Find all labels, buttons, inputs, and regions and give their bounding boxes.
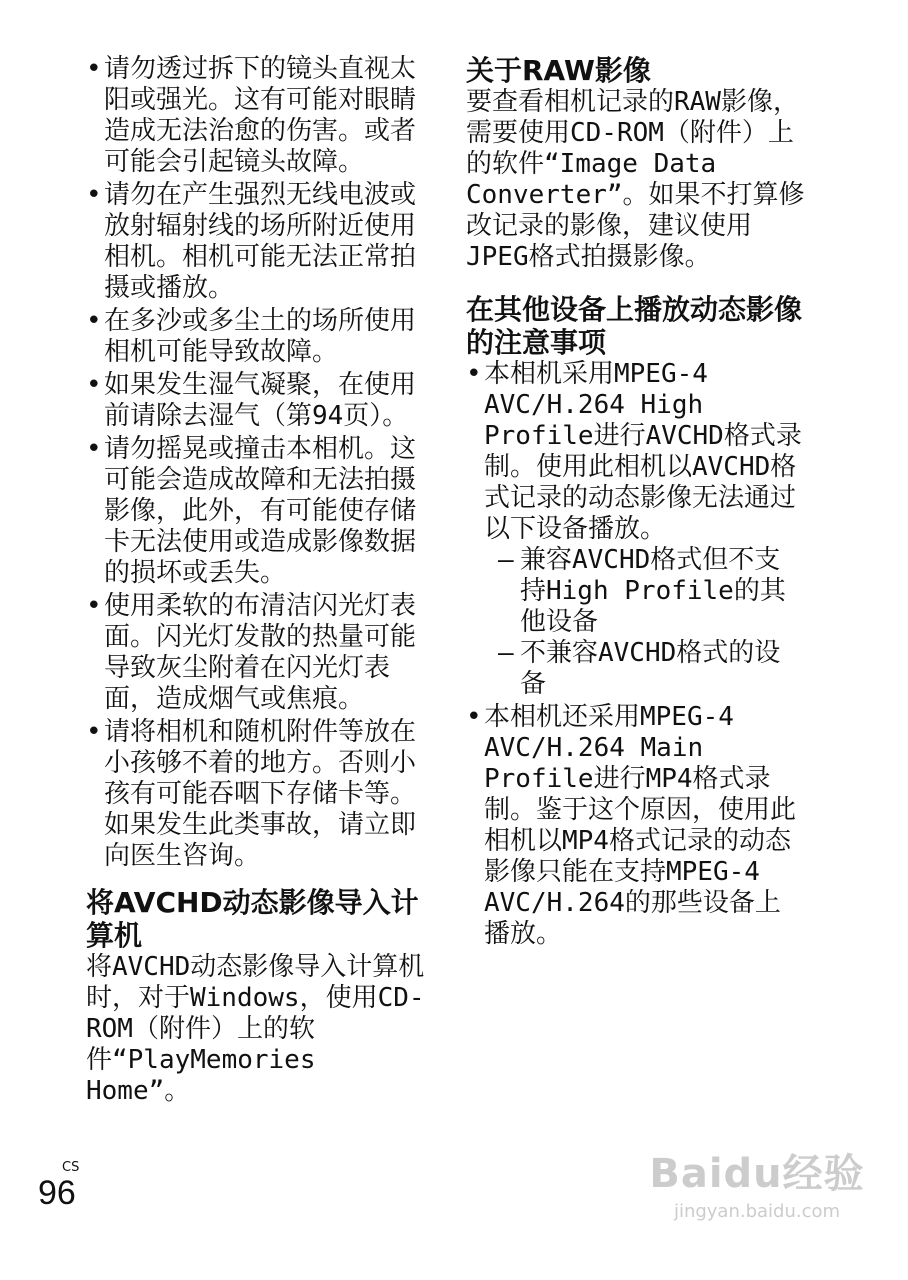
list-item: • 请勿在产生强烈无线电波或放射辐射线的场所附近使用相机。相机可能无法正常拍摄或播放。 (86, 180, 426, 304)
list-item: • 如果发生湿气凝聚，在使用前请除去湿气（第94页）。 (86, 370, 426, 432)
raw-body: 要查看相机记录的RAW影像，需要使用CD-ROM（附件）上的软件“Image Data Converter”。如果不打算修改记录的影像，建议使用JPEG格式拍摄影像。 (466, 87, 805, 272)
language-code: CS (62, 1160, 80, 1175)
raw-heading: 关于RAW影像 (466, 54, 651, 87)
watermark-url: jingyan.baidu.com (673, 1201, 841, 1222)
sub-list-item: – 不兼容AVCHD格式的设备 (498, 638, 806, 700)
precautions-list (86, 54, 426, 872)
list-item: • 本相机还采用MPEG-4 AVC/H.264 Main Profile进行MP4格式录制。鉴于这个原因，使用此相机以MP4格式记录的动态影像只能在支持MPEG-4 AVC/H.264的那些设备上播放。 (466, 702, 806, 950)
avchd-import-body: 将AVCHD动态影像导入计算机时，对于Windows，使用CD-ROM（附件）上的软件“PlayMemories Home”。 (86, 952, 425, 1106)
list-item (466, 359, 806, 700)
right-column (466, 54, 806, 952)
list-item: • 请勿摇晃或撞击本相机。这可能会造成故障和无法拍摄影像，此外，有可能使存储卡无法使用或造成影像数据的损坏或丢失。 (86, 434, 426, 589)
left-column (86, 54, 426, 1107)
list-item-text: 本相机采用MPEG-4 AVC/H.264 High Profile进行AVCHD格式录制。使用此相机以AVCHD格式记录的动态影像无法通过以下设备播放。 (484, 359, 802, 544)
list-item: • 使用柔软的布清洁闪光灯表面。闪光灯发散的热量可能导致灰尘附着在闪光灯表面，造成烟气或焦痕。 (86, 591, 426, 715)
list-item: • 在多沙或多尘土的场所使用相机可能导致故障。 (86, 306, 426, 368)
sub-list (484, 545, 806, 700)
list-item: • 请将相机和随机附件等放在小孩够不着的地方。否则小孩有可能吞咽下存储卡等。如果发生此类事故，请立即向医生咨询。 (86, 717, 426, 872)
watermark-logo: Baidu经验 (649, 1151, 865, 1197)
avchd-import-heading: 将AVCHD动态影像导入计算机 (86, 886, 419, 952)
page-number: 96 (38, 1174, 76, 1212)
playback-section (466, 293, 806, 950)
list-item: • 请勿透过拆下的镜头直视太阳或强光。这有可能对眼睛造成无法治愈的伤害。或者可能会引起镜头故障。 (86, 54, 426, 178)
playback-heading: 在其他设备上播放动态影像的注意事项 (466, 293, 803, 359)
playback-list (466, 359, 806, 950)
sub-list-item: – 兼容AVCHD格式但不支持High Profile的其他设备 (498, 545, 806, 638)
raw-section (466, 54, 806, 273)
watermark (632, 1142, 882, 1222)
